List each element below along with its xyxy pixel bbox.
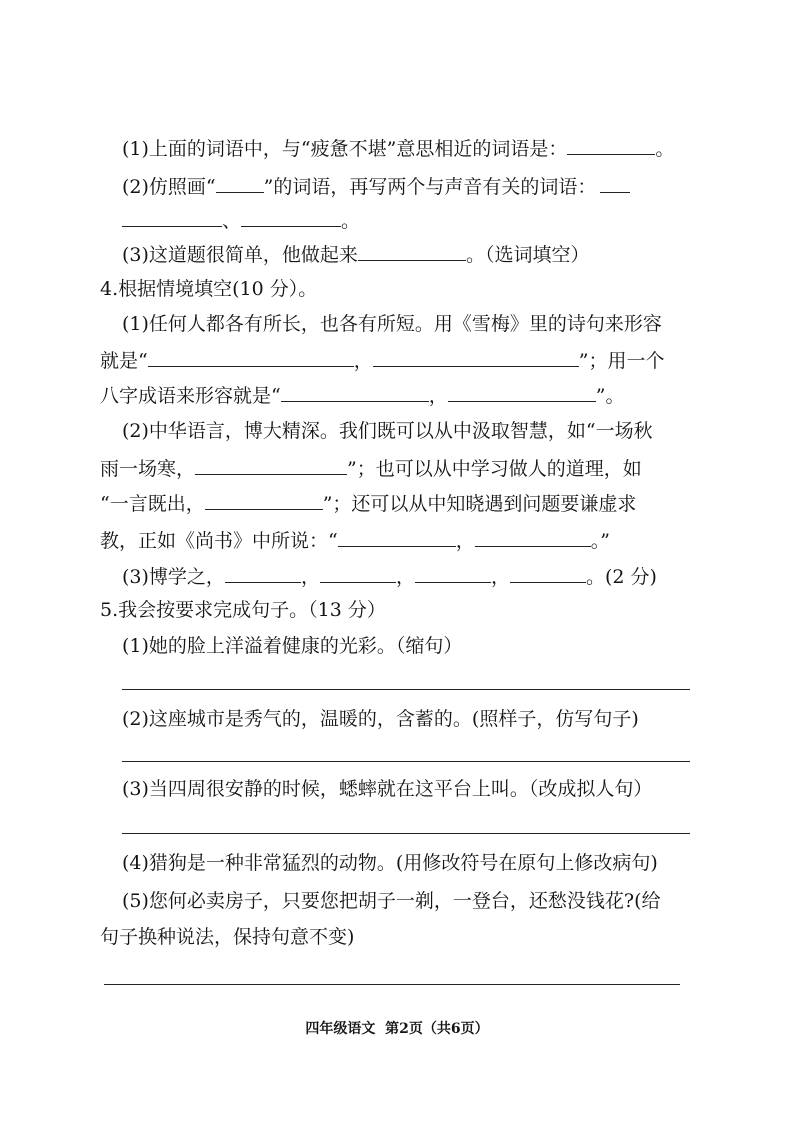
sub-text: 她的脸上洋溢着健康的光彩。（缩句） (148, 635, 463, 657)
sub-text: “一言既出， (100, 493, 205, 515)
sub-text: 仿照画“ (148, 176, 216, 198)
footer-page: 第2页（共6页） (385, 1021, 489, 1037)
answer-blank[interactable] (195, 454, 347, 475)
sub-text: ”；用一个 (578, 350, 665, 372)
answer-blank[interactable] (373, 346, 579, 367)
answer-blank[interactable] (241, 206, 341, 227)
answer-blank[interactable] (567, 134, 655, 155)
sub-text: 博学之， (148, 566, 225, 588)
answer-blank[interactable] (225, 562, 301, 583)
q5-sub4 (122, 850, 658, 876)
sub-text: 。（选词填空） (465, 244, 590, 266)
sub-text: ， (300, 566, 320, 588)
sub-label: (1) (122, 138, 149, 160)
sub-label: (2) (122, 420, 149, 442)
sub-text: ， (395, 566, 415, 588)
q4-sub2-line1 (122, 418, 653, 444)
answer-blank[interactable] (358, 240, 466, 261)
sub-text: 。 (341, 210, 361, 232)
sub-text: 您何必卖房子，只要您把胡子一剃，一登台，还愁没钱花?(给 (148, 890, 661, 912)
answer-blank[interactable] (148, 346, 354, 367)
answer-blank[interactable] (205, 489, 323, 510)
q5-title: 5.我会按要求完成句子。（13 分） (100, 599, 386, 621)
sub-text: 八字成语来形容就是“ (100, 385, 281, 407)
sub-label: (4) (122, 852, 149, 874)
q5-sub5-line2: 句子换种说法，保持句意不变) (100, 926, 355, 948)
sub-text: 任何人都各有所长，也各有所短。用《雪梅》里的诗句来形容 (148, 313, 662, 335)
sub-label: (1) (122, 313, 149, 335)
q4-sub2-line3 (100, 489, 636, 517)
sub-text: ”；也可以从中学习做人的道理，如 (347, 458, 642, 480)
answer-blank[interactable] (415, 562, 491, 583)
answer-blank[interactable] (600, 172, 630, 193)
sub-text: 。” (590, 530, 610, 552)
answer-blank[interactable] (475, 526, 591, 547)
sub-text: ， (490, 566, 510, 588)
q4-sub2-line4 (100, 526, 610, 554)
q3-sub2-cont (122, 206, 360, 234)
answer-blank[interactable] (448, 381, 596, 402)
answer-blank[interactable] (122, 206, 222, 227)
sub-text: 。 (655, 138, 675, 160)
q5-sub2 (122, 706, 639, 732)
answer-blank[interactable] (281, 381, 429, 402)
sub-text: ”；还可以从中知晓遇到问题要谦虚求 (322, 493, 637, 515)
q5-sub5-line1 (122, 888, 661, 914)
answer-line[interactable] (122, 761, 690, 762)
q3-sub2 (122, 172, 630, 200)
sub-text: 、 (222, 210, 242, 232)
answer-blank[interactable] (216, 172, 264, 193)
sub-label: (1) (122, 635, 149, 657)
q4-sub1-line2 (100, 346, 664, 374)
answer-line[interactable] (122, 833, 690, 834)
q3-sub1 (122, 134, 674, 162)
answer-line[interactable] (104, 984, 680, 985)
sub-label: (3) (122, 778, 149, 800)
q4-sub2-line2 (100, 454, 642, 482)
sub-text: 。(2 分) (585, 566, 657, 588)
page-footer (0, 1018, 794, 1038)
sub-label: (5) (122, 890, 149, 912)
answer-line[interactable] (122, 689, 690, 690)
footer-subject: 四年级语文 (305, 1021, 376, 1037)
sub-label: (2) (122, 708, 149, 730)
q5-sub3 (122, 776, 652, 802)
sub-label: (3) (122, 566, 149, 588)
sub-label: (3) (122, 244, 149, 266)
sub-text: 这道题很简单，他做起来 (148, 244, 358, 266)
q4-sub3 (122, 562, 657, 590)
sub-text: ， (353, 350, 373, 372)
answer-blank[interactable] (510, 562, 586, 583)
q4-title: 4.根据情境填空(10 分）。 (100, 278, 318, 300)
q5-sub1 (122, 633, 462, 659)
sub-text: 中华语言，博大精深。我们既可以从中汲取智慧，如“一场秋 (148, 420, 653, 442)
sub-text: ”的词语，再写两个与声音有关的词语： (263, 176, 597, 198)
answer-blank[interactable] (338, 526, 456, 547)
q3-sub3 (122, 240, 589, 268)
q4-sub1-line3 (100, 381, 624, 409)
sub-label: (2) (122, 176, 149, 198)
sub-text: 上面的词语中，与“疲惫不堪”意思相近的词语是： (148, 138, 568, 160)
sub-text: 猎狗是一种非常猛烈的动物。(用修改符号在原句上修改病句) (148, 852, 658, 874)
sub-text: ， (455, 530, 475, 552)
sub-text: ， (428, 385, 448, 407)
sub-text: 当四周很安静的时候，蟋蟀就在这平台上叫。（改成拟人句） (148, 778, 653, 800)
sub-text: 这座城市是秀气的，温暖的，含蓄的。(照样子，仿写句子) (148, 708, 639, 730)
sub-text: 教，正如《尚书》中所说：“ (100, 530, 338, 552)
q4-sub1-line1 (122, 311, 662, 337)
answer-blank[interactable] (320, 562, 396, 583)
sub-text: 雨一场寒， (100, 458, 196, 480)
sub-text: ”。 (595, 385, 625, 407)
sub-text: 就是“ (100, 350, 148, 372)
